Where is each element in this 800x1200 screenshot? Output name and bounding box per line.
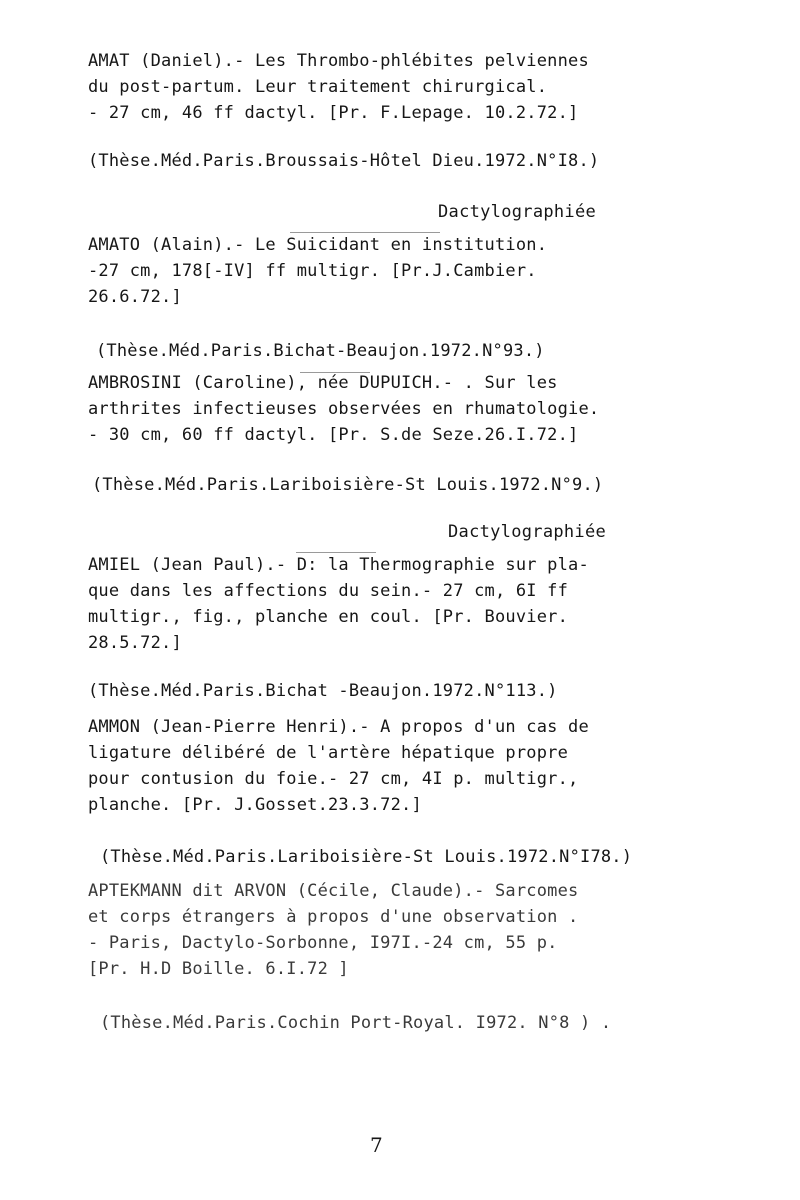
thesis-citation: (Thèse.Méd.Paris.Cochin Port-Royal. I972. N°8 ) . [100,1013,612,1033]
thesis-citation: (Thèse.Méd.Paris.Lariboisière-St Louis.1972.N°I78.) [100,847,633,867]
entry-line: planche. [Pr. J.Gosset.23.3.72.] [88,795,422,815]
bibliographic-entry [88,232,708,310]
entry-line: que dans les affections du sein.- 27 cm, 6I ff [88,581,569,601]
entry-line: AMATO (Alain).- Le Suicidant en institution. [88,235,548,255]
bibliographic-entry [88,48,708,126]
entry-line: - Paris, Dactylo-Sorbonne, I97I.-24 cm, 55 p. [88,933,558,953]
bibliographic-entry [88,878,708,982]
entry-line: 26.6.72.] [88,287,182,307]
typescript-note: Dactylographiée [448,522,607,542]
entry-line: [Pr. H.D Boille. 6.I.72 ] [88,959,349,979]
entry-line: - 27 cm, 46 ff dactyl. [Pr. F.Lepage. 10.2.72.] [88,103,579,123]
entry-line: AMBROSINI (Caroline), née DUPUICH.- . Sur les [88,373,558,393]
entry-line: ligature délibéré de l'artère hépatique propre [88,743,569,763]
thesis-citation: (Thèse.Méd.Paris.Broussais-Hôtel Dieu.1972.N°I8.) [88,151,600,171]
entry-line: pour contusion du foie.- 27 cm, 4I p. multigr., [88,769,579,789]
bibliographic-entry [88,370,708,448]
bibliographic-entry [88,552,708,656]
entry-line: -27 cm, 178[-IV] ff multigr. [Pr.J.Cambier. [88,261,537,281]
thesis-citation: (Thèse.Méd.Paris.Lariboisière-St Louis.1972.N°9.) [92,475,604,495]
thesis-citation: (Thèse.Méd.Paris.Bichat-Beaujon.1972.N°93.) [96,341,545,361]
entry-line: AMIEL (Jean Paul).- D: la Thermographie sur pla- [88,555,589,575]
entry-line: du post-partum. Leur traitement chirurgical. [88,77,548,97]
entry-line: APTEKMANN dit ARVON (Cécile, Claude).- Sarcomes [88,881,579,901]
bibliographic-entry [88,714,708,818]
entry-line: 28.5.72.] [88,633,182,653]
typescript-note: Dactylographiée [438,202,597,222]
page-number: 7 [370,1133,383,1157]
entry-line: arthrites infectieuses observées en rhumatologie. [88,399,600,419]
entry-line: AMAT (Daniel).- Les Thrombo-phlébites pelviennes [88,51,589,71]
entry-line: AMMON (Jean-Pierre Henri).- A propos d'un cas de [88,717,589,737]
entry-line: - 30 cm, 60 ff dactyl. [Pr. S.de Seze.26.I.72.] [88,425,579,445]
thesis-citation: (Thèse.Méd.Paris.Bichat -Beaujon.1972.N°113.) [88,681,558,701]
entry-line: et corps étrangers à propos d'une observation . [88,907,579,927]
entry-line: multigr., fig., planche en coul. [Pr. Bouvier. [88,607,569,627]
